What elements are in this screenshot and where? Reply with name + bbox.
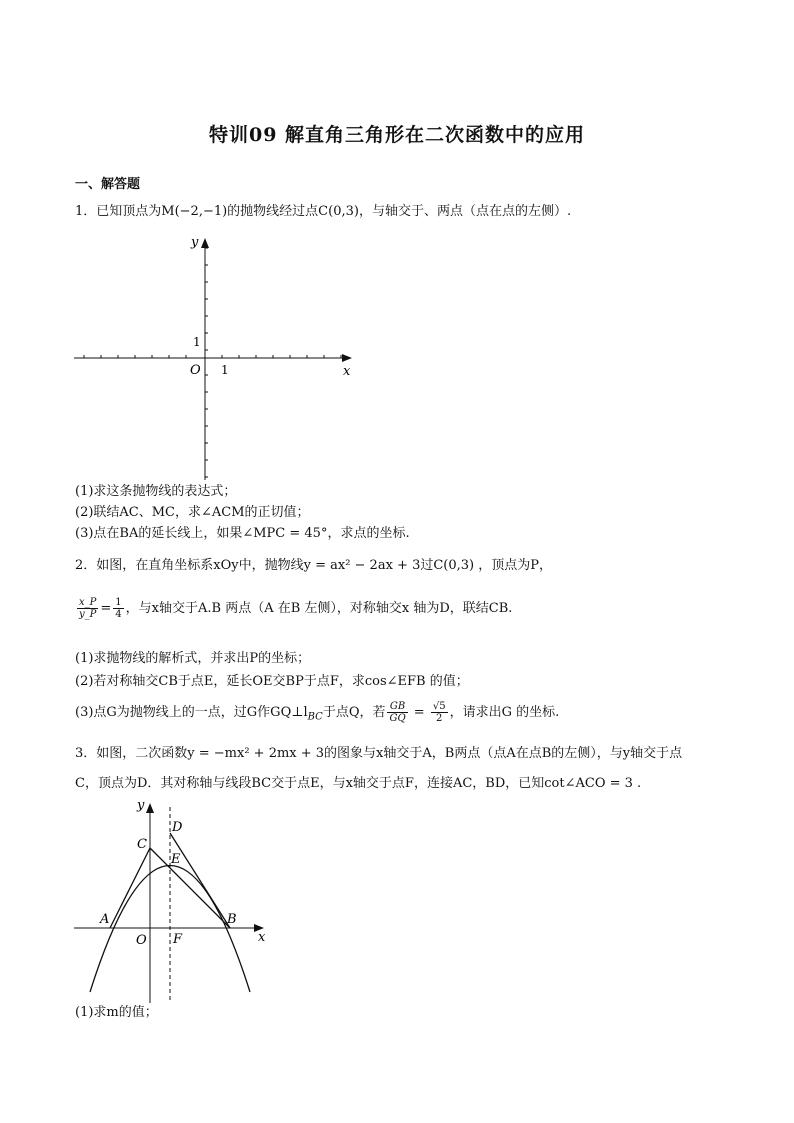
q2-part3-snum: √5 — [432, 701, 446, 712]
q2-equals: = — [100, 601, 112, 616]
q3-label-D: D — [172, 820, 183, 835]
q1-coordinate-figure — [70, 228, 370, 488]
q2-part3-eq: = — [409, 705, 429, 720]
page-title: 特训09 解直角三角形在二次函数中的应用 — [208, 124, 586, 146]
q2-part3-sden: 2 — [436, 713, 443, 724]
q2-part-1: (1)求抛物线的解析式，并求出P的坐标； — [75, 651, 311, 666]
q1-origin-label: O — [190, 363, 201, 378]
q2-part3-sqrt-frac — [431, 701, 448, 724]
q3-y-label: y — [137, 798, 145, 813]
q3-label-B: B — [227, 912, 237, 927]
q2-ratio-fraction — [77, 597, 98, 620]
q2-part-3 — [75, 700, 559, 731]
q2-part3-b: 于点Q，若 — [322, 705, 386, 720]
q1-part-2: (2)联结AC、MC，求∠ACM的正切值； — [75, 505, 310, 520]
q3-label-C: C — [137, 837, 147, 852]
q3-label-F: F — [173, 932, 183, 947]
q2-part3-ratio — [387, 701, 407, 724]
q1-x-label: x — [343, 364, 351, 379]
q3-x-label: x — [258, 930, 266, 945]
q3-label-E: E — [171, 852, 181, 867]
q2-frac-num: x_P — [77, 597, 98, 609]
q2-intro: 2．如图，在直角坐标系xOy中，抛物线y = ax² − 2ax + 3过C(0,3) ，顶点为P， — [75, 558, 552, 573]
q2-line2-rest: ，与x轴交于A.B 两点（A 在B 左侧），对称轴交x 轴为D，联结CB. — [125, 601, 513, 616]
q1-tick-y-1: 1 — [193, 335, 201, 349]
q2-part3-fden: GQ — [389, 713, 406, 724]
q2-part-2: (2)若对称轴交CB于点E，延长OE交BP于点F，求cos∠EFB 的值； — [75, 674, 469, 689]
q2-part3-c: ，请求出G 的坐标. — [449, 705, 560, 720]
q1-y-label: y — [191, 235, 199, 250]
section-heading: 一、解答题 — [75, 177, 141, 192]
q3-label-A: A — [100, 912, 110, 927]
q3-parabola-figure — [70, 795, 280, 1010]
q1-tick-x-1: 1 — [221, 363, 229, 377]
q2-part3-sub: BC — [307, 711, 323, 723]
q3-label-O: O — [136, 933, 147, 948]
q2-line2 — [75, 596, 512, 622]
q2-frac-den: y_P — [79, 609, 97, 620]
q2-part3-fnum: GB — [387, 701, 407, 713]
q2-quarter-den: 4 — [115, 609, 122, 620]
q1-intro: 1．已知顶点为M(−2,−1)的抛物线经过点C(0,3)，与轴交于、两点（点在点的左侧）. — [75, 204, 572, 219]
q3-line-2: C，顶点为D．其对称轴与线段BC交于点E，与x轴交于点F，连接AC，BD，已知cot∠ACO = 3 . — [75, 776, 642, 791]
q2-part3-a: (3)点G为抛物线上的一点，过G作GQ⊥l — [75, 705, 308, 720]
q2-quarter-fraction — [113, 597, 123, 620]
q1-part-3: (3)点在BA的延长线上，如果∠MPC = 45°，求点的坐标. — [75, 526, 410, 541]
q1-part-1: (1)求这条抛物线的表达式； — [75, 484, 237, 499]
q2-quarter-num: 1 — [115, 597, 122, 608]
q3-part-1: (1)求m的值； — [75, 1005, 158, 1020]
q3-line-1: 3．如图，二次函数y = −mx² + 2mx + 3的图象与x轴交于A，B两点（点A在点B的左侧），与y轴交于点 — [75, 746, 683, 761]
